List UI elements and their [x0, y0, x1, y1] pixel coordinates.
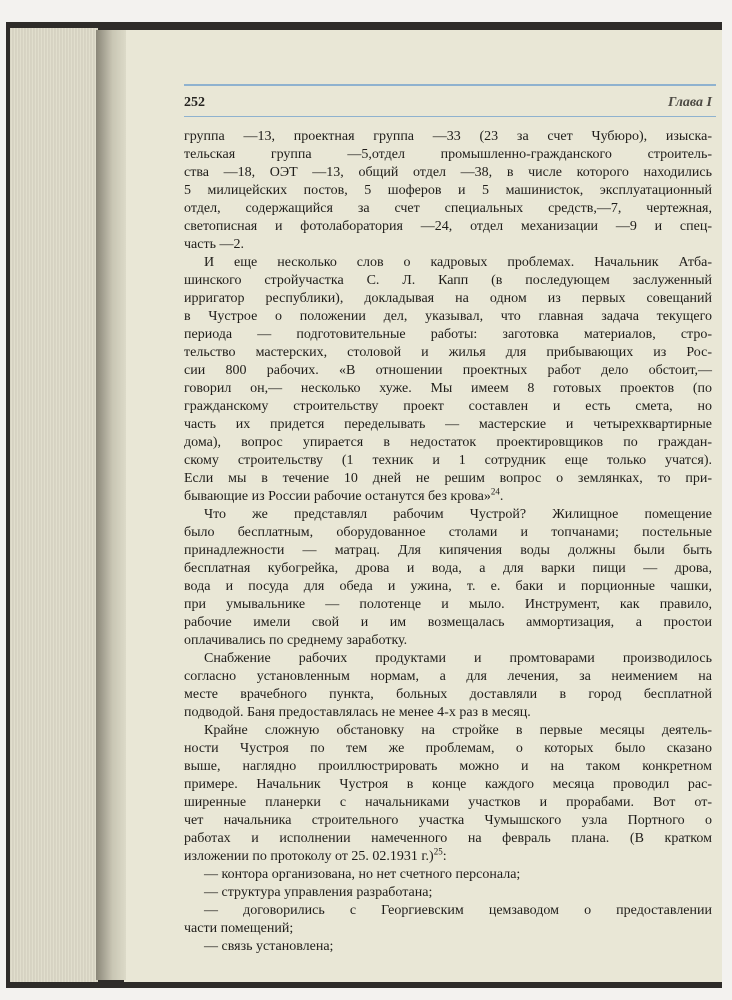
text-line	[184, 326, 712, 344]
text-line-content: части помещений;	[184, 921, 294, 936]
text-line	[184, 542, 712, 560]
text-line	[184, 452, 712, 470]
text-line	[184, 758, 712, 776]
text-line-content: — связь установлена;	[204, 939, 334, 954]
text-line	[184, 902, 712, 920]
text-line	[184, 668, 712, 686]
text-line	[184, 830, 712, 848]
text-line-content: чет начальника строительного участка Чумышского узла Портного о	[184, 813, 712, 828]
text-line-content: периода — подготовительные работы: заготовка материалов, стро-	[184, 327, 712, 342]
text-line-content: часть их придется переделывать — мастерские и четырехквартирные	[184, 417, 712, 432]
text-line	[184, 722, 712, 740]
text-line-content: принадлежности — матрац. Для кипячения воды должны были быть	[184, 543, 712, 558]
text-line	[184, 776, 712, 794]
text-line-content: тельская группа —5,отдел промышленно-гражданского строитель-	[184, 147, 712, 162]
text-line	[184, 524, 712, 542]
text-line	[184, 578, 712, 596]
text-line-content: часть —2.	[184, 237, 244, 252]
text-line	[184, 164, 712, 182]
text-line-content: 5 милицейских постов, 5 шоферов и 5 машинисток, эксплуатационный	[184, 183, 712, 198]
text-line-content: — договорились с Георгиевским цемзаводом о предоставлении	[204, 903, 712, 918]
text-line-content: группа —13, проектная группа —33 (23 за счет Чубюро), изыска-	[184, 129, 712, 144]
text-line-content: выше, наглядно проиллюстрировать можно и на таком конкретном	[184, 759, 712, 774]
text-line	[184, 812, 712, 830]
text-line-content: сии 800 рабочих. «В отношении проектных работ дело обстоит,—	[184, 363, 712, 378]
text-line-content: тельство мастерских, столовой и жилья для прибывающих из Рос-	[184, 345, 712, 360]
text-line	[184, 380, 712, 398]
text-line-content: месте врачебного пункта, больных доставляли в город бесплатной	[184, 687, 712, 702]
text-line	[184, 128, 712, 146]
text-line-content: было бесплатным, оборудованное столами и топчанами; постельные	[184, 525, 712, 540]
text-line-content: рабочие имели свой и им возмещалась аммортизация, а простои	[184, 615, 712, 630]
punctuation: :	[442, 849, 447, 864]
text-line-content: Если мы в течение 10 дней не решим вопрос о землянках, то при-	[184, 471, 712, 486]
text-line	[184, 344, 712, 362]
text-line-content: работах и исполнении намеченного на февраль плана. (В кратком	[184, 831, 712, 846]
text-line-content: Что же представлял рабочим Чустрой? Жилищное помещение	[204, 507, 712, 522]
text-line-content: ности Чустроя по тем же проблемам, о которых было сказано	[184, 741, 712, 756]
text-line-content: — структура управления разработана;	[204, 885, 433, 900]
text-line-content: скому строительству (1 техник и 1 сотрудник еще только учатся).	[184, 453, 712, 468]
text-line-content: И еще несколько слов о кадровых проблемах. Начальник Атба-	[204, 255, 712, 270]
text-line	[184, 416, 712, 434]
text-line	[184, 848, 712, 866]
text-line-content: оплачивались по среднему заработку.	[184, 633, 408, 648]
text-line	[184, 794, 712, 812]
text-line	[184, 200, 712, 218]
text-line-content: отдел, содержащийся за счет специальных средств,—7, чертежная,	[184, 201, 712, 216]
text-line	[184, 182, 712, 200]
text-line	[184, 308, 712, 326]
text-line	[184, 470, 712, 488]
text-line	[184, 920, 712, 938]
running-header-chapter: Глава I	[667, 95, 712, 110]
top-rule	[184, 84, 716, 86]
text-line-content: согласно установленным нормам, а для лечения, за неимением на	[184, 669, 712, 684]
text-line-content: дома), вопрос упирается в недостаток проектировщиков по граждан-	[184, 435, 712, 450]
text-line-content: светописная и фотолаборатория —24, отдел механизации —9 и спец-	[184, 219, 712, 234]
text-line	[184, 254, 712, 272]
text-line	[184, 398, 712, 416]
text-line	[184, 938, 712, 956]
text-line-content: вода и посуда для обеда и ужина, т. е. баки и порционные чашки,	[184, 579, 712, 594]
text-line	[184, 632, 712, 650]
text-line-content: говорил он,— несколько хуже. Мы имеем 8 готовых проектов (по	[184, 381, 712, 396]
text-line	[184, 650, 712, 668]
body-text	[184, 128, 712, 954]
text-line	[184, 434, 712, 452]
text-line-content: примере. Начальник Чустроя в конце каждого месяца проводил рас-	[184, 777, 712, 792]
text-line-content: при умывальнике — полотенце и мыло. Инструмент, как правило,	[184, 597, 712, 612]
page-number: 252	[184, 95, 205, 110]
text-line	[184, 740, 712, 758]
text-line-content: Снабжение рабочих продуктами и промтоварами производилось	[204, 651, 712, 666]
text-line-content: шинского стройучастка С. Л. Капп (в последующем заслуженный	[184, 273, 712, 288]
footnote-marker: 25	[433, 846, 443, 857]
text-line	[184, 506, 712, 524]
text-line	[184, 362, 712, 380]
page-stack-edge	[10, 28, 98, 982]
text-line-content: в Чустрое о положении дел, указывал, что главная задача текущего	[184, 309, 712, 324]
text-line-content: подводой. Баня предоставлялась не менее 4-х раз в месяц.	[184, 705, 531, 720]
text-line	[184, 488, 712, 506]
text-line	[184, 614, 712, 632]
header-rule	[184, 116, 716, 117]
text-line	[184, 290, 712, 308]
text-line	[184, 236, 712, 254]
text-line-content: бывающие из России рабочие останутся без крова»	[184, 489, 491, 504]
text-line-content: Крайне сложную обстановку на стройке в первые месяцы деятель-	[204, 723, 712, 738]
text-line	[184, 218, 712, 236]
text-line-content: — контора организована, но нет счетного персонала;	[204, 867, 521, 882]
text-line	[184, 704, 712, 722]
text-line-content: гражданскому строительству проект составлен и есть смета, но	[184, 399, 712, 414]
punctuation: .	[499, 489, 504, 504]
text-line	[184, 686, 712, 704]
text-line	[184, 560, 712, 578]
text-line	[184, 596, 712, 614]
text-line	[184, 884, 712, 902]
text-line-content: ства —18, ОЭТ —13, общий отдел —38, в числе которого находились	[184, 165, 712, 180]
text-line	[184, 272, 712, 290]
text-line-content: бесплатная кубогрейка, дрова и вода, а для варки пищи — дрова,	[184, 561, 712, 576]
text-line	[184, 866, 712, 884]
text-line-content: ирригатор республики), докладывая на одном из первых совещаний	[184, 291, 712, 306]
text-line-content: изложении по протоколу от 25. 02.1931 г.)	[184, 849, 434, 864]
page-gutter-shadow	[96, 30, 126, 980]
text-line-content: ширенные планерки с начальниками участков и прорабами. Вот от-	[184, 795, 712, 810]
footnote-marker: 24	[490, 486, 500, 497]
text-line	[184, 146, 712, 164]
